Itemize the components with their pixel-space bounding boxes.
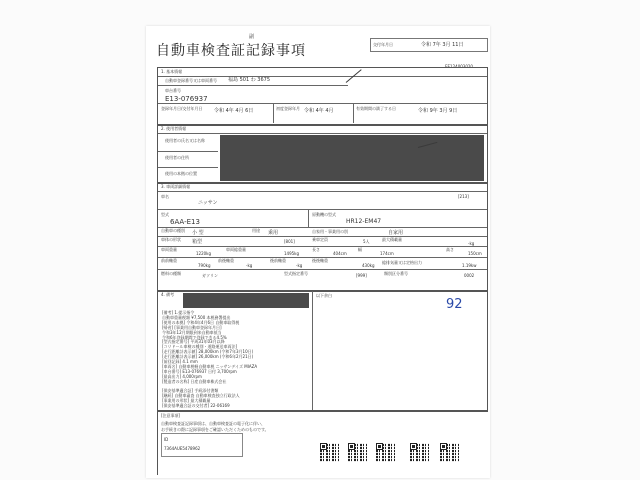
footer-section (157, 410, 487, 475)
displacement-label: 総排気量又は定格出力 (382, 260, 422, 265)
issue-date-value: 令和 7年 3月 11日 (421, 42, 464, 48)
vehicle-section-title: 3. 車両詳細情報 (161, 184, 191, 189)
height-label: 高さ (446, 247, 454, 252)
max-load-label: 最大積載量 (382, 237, 402, 242)
max-load-value: -kg (468, 241, 475, 246)
user-name-label: 使用者の氏名又は名称 (165, 138, 205, 143)
remarks-section-title: 4. 備考 (161, 292, 175, 297)
remark-line: [保安基準適合証] 手続添付書類 (162, 388, 219, 394)
front-axle-label: 前前軸重 (161, 258, 177, 263)
id-label: ID (164, 437, 169, 442)
qr-code-5 (440, 443, 459, 462)
rear-rear-label: 後後軸重 (312, 258, 328, 263)
rear-front-value: -kg (296, 263, 303, 268)
engine-value: HR12-EM47 (346, 218, 382, 225)
front-axle-value: 790kg (198, 263, 211, 268)
document-number: EE124003020 (445, 64, 473, 69)
remarks-right-header: 以下余白 (316, 293, 332, 298)
user-address-label: 使用者の住所 (165, 155, 189, 160)
document-title: 自動車検査証記録事項 (156, 43, 306, 59)
rear-rear-value: 430kg (362, 263, 375, 268)
fuel-value: ガソリン (202, 273, 218, 278)
remark-line: [車両名] 自動車税軽自動車税 ニッサンデイズ MIAZA (162, 363, 258, 369)
remark-line: [継続] 自動車審査 自動車検査独立行政法人 (162, 393, 240, 399)
qr-code-1 (320, 443, 339, 462)
capacity-value: 5人 (363, 239, 370, 244)
remark-line: [最高出力] 4,000rpm (162, 373, 202, 379)
displacement-value: 1.19kw (462, 263, 477, 268)
remark-line: 自動車重量税額 ¥7,500 本税務署提出 (162, 314, 231, 320)
category-label: 類別区分番号 (384, 271, 408, 276)
qr-code-3 (376, 443, 395, 462)
basic-section-title: 1. 基本情報 (161, 69, 183, 74)
reg-number-label: 自動車登録番号又は車両番号 (165, 78, 217, 83)
issue-date-label: 交付年月日 (373, 42, 393, 47)
remark-line: [使用の本拠] 令和4年4月6日 自動車取得税 (162, 319, 240, 325)
base-location-label: 使用の本拠の位置 (165, 171, 197, 176)
purpose-label: 自家用・事業用の別 (312, 229, 348, 234)
chassis-label: 車台番号 (165, 88, 181, 93)
capacity-label: 乗車定員 (312, 237, 328, 242)
type-approval-value: [999] (356, 273, 367, 278)
body-code: [801] (284, 239, 295, 244)
remark-line: [帰省] [事業用自動車登録年月日] (162, 324, 222, 330)
remark-line: 令和6年登録期間で登録できる4.5% (162, 334, 227, 340)
fuel-label: 燃料の種類 (161, 271, 181, 276)
remark-line: [前回記録] 4.1 mm (162, 359, 198, 364)
use-value: 乗用 (268, 230, 279, 236)
model-label: 型式 (161, 212, 169, 217)
purpose-value: 自家用 (388, 230, 404, 236)
remark-line: [走行距離計表示値] 26,000km (令和6年2月21日) (162, 354, 254, 360)
body-label: 車体の形状 (161, 237, 181, 242)
remark-line: [車台番号] E13-076937 日付 3,700rpm (162, 368, 237, 374)
id-box (161, 433, 243, 457)
reg-number-value: 福島 501 わ 3675 (228, 77, 271, 83)
remark-line: [備考] 1.提示指令 (162, 310, 195, 315)
remark-line: 令和3年12月期限到来自動車抵当 (162, 329, 222, 335)
weight-value: 1220kg (196, 251, 212, 256)
kind-label: 自動車の種別 (161, 228, 185, 233)
small-mark: 副 (249, 34, 255, 40)
rear-front-label: 後前軸重 (270, 258, 286, 263)
front-rear-label: 前後軸重 (218, 258, 234, 263)
first-reg-value2: 令和 4年 4月 (304, 108, 334, 114)
type-approval-label: 型式指定番号 (284, 271, 308, 276)
category-value: 0002 (464, 273, 475, 278)
remark-line: [コリドール車検の種別・道路運送車両法] (162, 344, 238, 350)
make-label: 車名 (161, 194, 169, 199)
remarks-section (157, 290, 488, 412)
use-label: 用途 (252, 228, 260, 233)
gross-label: 車両総重量 (226, 247, 246, 252)
height-value: 150cm (468, 251, 482, 256)
first-reg-label2: 初度登録年月 (276, 106, 300, 111)
vehicle-section (157, 182, 488, 292)
remark-line: [製造者の名称] 日産自動車株式会社 (162, 378, 227, 384)
remarks-redaction (183, 293, 309, 308)
weight-label: 車両重量 (161, 247, 177, 252)
width-label: 幅 (358, 247, 362, 252)
qr-code-2 (348, 443, 367, 462)
make-value: ニッサン (198, 200, 218, 206)
length-label: 長さ (312, 247, 320, 252)
first-reg-value: 令和 4年 4月 6日 (214, 108, 254, 114)
certificate-page (146, 26, 490, 478)
first-reg-label: 登録年月日/交付年月日 (161, 106, 203, 111)
front-rear-value: -kg (246, 263, 253, 268)
remark-line: [走行距離計表示値] 28,000km (令和7年3月10日) (162, 349, 254, 355)
basic-info-section (157, 67, 488, 126)
remark-line: [事業用の形状] 最大積載量 (162, 398, 211, 404)
remark-line: [型式指定番号] 平成31年03月以降 (162, 339, 225, 345)
footer-title: [注意事項] (161, 413, 181, 418)
expiry-value: 令和 9年 3月 9日 (418, 108, 458, 114)
handwritten-note: 92 (446, 297, 463, 312)
make-code: [213] (458, 194, 469, 199)
footer-line2: お手続きの際に記録事項をご確認いただくためのものです。 (161, 427, 269, 432)
kind-value: 小 型 (192, 230, 204, 236)
engine-label: 原動機の型式 (312, 212, 336, 217)
chassis-value: E13-076937 (165, 95, 208, 103)
gross-value: 1495kg (284, 251, 300, 256)
owner-section-title: 2. 使用者情報 (161, 126, 187, 131)
expiry-label: 有効期間の満了する日 (356, 106, 396, 111)
issue-date-box (370, 38, 488, 52)
footer-line1: 自動車検査証記録事項は、自動車検査証の電子化に伴い、 (161, 421, 265, 426)
length-value: 404cm (333, 251, 347, 256)
qr-code-4 (410, 443, 429, 462)
id-value: 7364AUE5478962 (164, 446, 201, 451)
width-value: 174cm (380, 251, 394, 256)
redaction-block (220, 135, 484, 181)
model-value: 6AA-E13 (170, 218, 200, 226)
body-value: 箱型 (192, 239, 203, 245)
owner-section (157, 124, 488, 184)
remark-line: [保安基準適合証の交付者] 22-06169 (162, 403, 230, 409)
